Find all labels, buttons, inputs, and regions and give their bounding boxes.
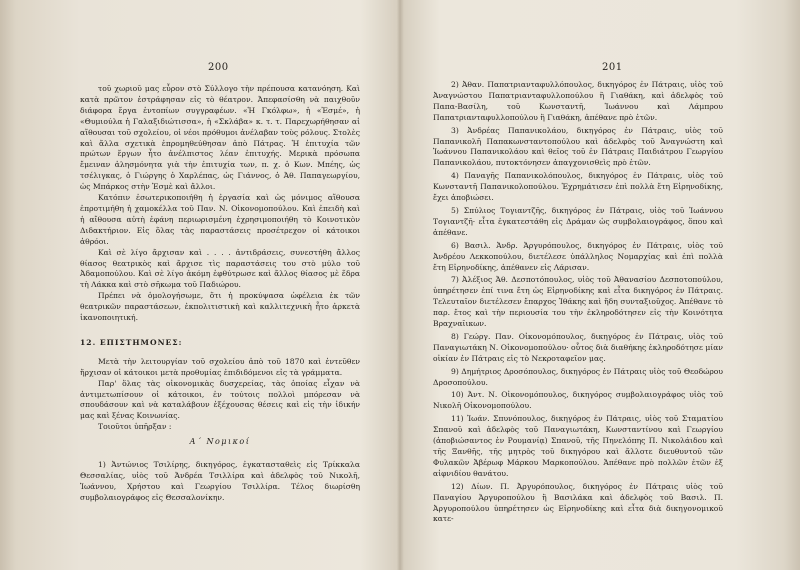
paragraph: Παρ' ὅλας τὰς οἰκονομικὰς δυσχερείας, τὰς ὁποίας εἶχαν νὰ ἀντιμετωπίσουν οἱ κάτοικοι, ἐν τούτοις πολλοὶ μπόρεσαν νὰ σπουδάσουν καὶ νὰ καταλάβουν ἐξέχουσας θέσεις καὶ εἰς τὴν ἰδικήν μας καὶ ξένας Κοινωνίας. <box>80 378 360 421</box>
paragraph: τοῦ χωριοῦ μας εὗρον στὸ Σύλλογο τὴν πρέπουσα κατανόηση. Καὶ κατὰ πρῶτον ἐστράφησαν εἰς τὸ θέατρον. Ἀπεφασίσθη νὰ παιχθοῦν διάφορα ἔργα ἐντοπίων συγγραφέων. «Ἡ Γκόλφω», ἡ «Ἐσμέ», ἡ «Θυμιούλα ἡ Γαλαξιδιώτισσα», ἡ «Σκλάβα» κ. τ. τ. Παρεχωρήθησαν αἱ αἴθουσαι τοῦ σχολείου, οἱ νέοι πρόθυμοι ἀνέλαβαν τοὺς ρόλους. Στολὲς καὶ ἄλλα σχετικὰ ἐπρομηθεύθησαν ἀπὸ Πάτρας. Ἡ ἐπιτυχία τῶν πρώτων ἔργων ἦτο ἀνέλπιστος λέαν ἐπιτυχής. Μερικὰ πρόσωπα ἔμειναν ἀλησμόνητα γιὰ τὴν ἐπιτυχία των, π. χ. ὁ Κων. Μπέης, ὡς τσέλιγκας, ὁ Γιώργης ὁ Χαρλέπας, ὡς Γιάννος, ὁ Ἀθ. Παπαγεωργίου, ὡς Μπάρκος στὴν Ἐσμὲ καὶ ἄλλοι. <box>80 84 360 192</box>
right-page-text <box>433 80 723 527</box>
list-item: 12) Δίων. Π. Ἀργυρόπουλος, δικηγόρος ἐν Πάτραις υἱὸς τοῦ Παναγίου Ἀργυροπούλου ἢ Βασιλάκα καὶ ἀδελφὸς τοῦ Βασιλ. Π. Ἀργυροπούλου ὑπηρέτησεν ὡς Εἰρηνοδίκης καὶ εἶτα διὰ δικηγονομικοῦ κατε- <box>433 481 723 524</box>
list-item: 11) Ἰωάν. Σπυνόπουλος, δικηγόρος ἐν Πάτραις, υἱὸς τοῦ Σταματίου Σπανοῦ καὶ ἀδελφὸς τοῦ Παναγιωτάκη, Κωνσταντίνου καὶ Γεωργίου (ἀποβιώσαντος ἐν Ρουμανίᾳ) Σπανοῦ, τῆς Πηνελόπης Π. Νικολάιδου καὶ τῆς Ξανθῆς, τῆς μητρὸς τοῦ δικηγόρου καὶ ἄλλοτε διευθυντοῦ τῶν Φυλακῶν Ἀβέρωφ Μάρκου Μαρκοπούλου. Ἀπέθανε πρὸ πολλῶν ἐτῶν ἐξ αἰφνιδίου θανάτου. <box>433 414 723 478</box>
list-item: 8) Γεώργ. Παν. Οἰκονομόπουλος, δικηγόρος ἐν Πάτραις, υἱὸς τοῦ Παναγιωτάκη Ν. Οἰκονομοπούλου· οὗτος διὰ διαθήκης ἐκληροδότησε μίαν οἰκίαν ἐν Πάτραις εἰς τὸ Νεκροταφεῖον μας. <box>433 331 723 363</box>
paragraph: Μετὰ τὴν λειτουργίαν τοῦ σχολείου ἀπὸ τοῦ 1870 καὶ ἐντεῦθεν ἤρχισαν οἱ κάτοικοι μετὰ προθυμίας ἐπιδιδόμενοι εἰς τὰ γράμματα. <box>80 356 360 377</box>
left-page-text <box>80 84 360 506</box>
paragraph: Πρέπει νὰ ὁμολογήσωμε, ὅτι ἡ προκύψασα ὠφέλεια ἐκ τῶν θεατρικῶν παραστάσεων, ἐκπολιτιστικὴ καὶ καλλιτεχνικὴ ἦτο ἀρκετὰ ἱκανοποιητική. <box>80 291 360 323</box>
right-page <box>400 0 800 570</box>
list-item: 1) Ἀντώνιος Τσιλίρης, δικηγόρος, ἐγκατασταθεὶς εἰς Τρίκκαλα Θεσσαλίας, υἱὸς τοῦ Ἀνδρέα Τσιλλίρα καὶ ἀδελφὸς τοῦ Νικολῆ, Ἰωάννου, Χρήστου καὶ Γεωργίου Τσιλλίρα. Τέλος διωρίσθη συμβολαιογράφος εἰς Θεσσαλονίκην. <box>80 460 360 502</box>
list-item: 9) Δημήτριος Δροσόπουλος, δικηγόρος ἐν Πάτραις υἱὸς τοῦ Θεοδώρου Δροσοπούλου. <box>433 366 723 387</box>
subheading: Α΄ Νομικοί <box>189 437 251 447</box>
list-item: 3) Ἀνδρέας Παπανικολάου, δικηγόρος ἐν Πάτραις, υἱὸς τοῦ Παπανικολῆ Παπακωνσταντοπούλου καὶ ἀδελφὸς τοῦ Ἀναγνώστη καὶ Ἰωάννου Παπανικολάου καὶ θεῖος τοῦ ἐν Πάτραις Παιδιάτρου Γεωργίου Παπανικολάου, πυτοκτόνησεν ἀπαγχονισθεὶς πρὸ ἐτῶν. <box>433 125 723 168</box>
page-number: 200 <box>208 62 229 73</box>
list-item: 7) Ἀλέξιος Ἀθ. Δεσποτόπουλος, υἱὸς τοῦ Ἀθανασίου Δεσποτοπούλου, ὑπηρέτησεν ἐπί τινα ἔτη ὡς Εἰρηνοδίκης καὶ εἶτα δικηγόρος ἐν Πάτραις. Τελευταῖον διετέλεσεν ἔπαρχος Ἰθάκης καὶ ἤδη συνταξιοῦχος. Ἀπέθανε τὸ παρ. ἔτος καὶ τὴν περιουσία του τὴν ἐκληροδότησεν εἰς τὴν Κοινότητα Βραχναῖικων. <box>433 275 723 329</box>
list-item: 10) Ἀντ. Ν. Οἰκονομόπουλος, δικηγόρος συμβολαιογράφος υἱὸς τοῦ Νικολῆ Οἰκονομοπούλου. <box>433 390 723 411</box>
page-number: 201 <box>602 62 623 73</box>
list-item: 6) Βασιλ. Ἀνδρ. Ἀργυρόπουλος, δικηγόρος ἐν Πάτραις, υἱὸς τοῦ Ἀνδρέου Λεκκοπούλου, διετέλεσε ὑπάλληλος Νομαρχίας καὶ ἐπὶ πολλὰ ἔτη Εἰρηνοδίκης, ἀπέθανεν εἰς Λάρισαν. <box>433 240 723 272</box>
list-item: 4) Παναγῆς Παπανικολόπουλος, δικηγόρος ἐν Πάτραις, υἱὸς τοῦ Κωνσταντῆ Παπανικολοπούλου. Ἐχρημάτισεν ἐπὶ πολλὰ ἔτη Εἰρηνοδίκης, ἔχει ἀποβιώσει. <box>433 171 723 203</box>
list-item: 5) Σπύλιος Τογιαντζῆς, δικηγόρος ἐν Πάτραις, υἱὸς τοῦ Ἰωάννου Τογιαντζῆ· εἶτα ἐγκατεστάθη εἰς Δράμαν ὡς συμβολαιογράφος, ὅπου καὶ ἀπέθανε. <box>433 205 723 237</box>
section-heading: 12. ΕΠΙΣΤΗΜΟΝΕΣ: <box>80 337 183 347</box>
paragraph: Τοιοῦτοι ὑπῆρξαν : <box>98 422 172 432</box>
paragraph: Καὶ σὲ λίγο ἄρχισαν καὶ . . . . ἀντιδράσεις, συνεστήθη ἄλλος θίασος θεατρικὸς καὶ ἄρχισε τὶς παραστάσεις του στὸ μύλο τοῦ Ἀδαμοπούλου. Καὶ σὲ λίγο ἀκόμη ἐφθύτρωσε καὶ ἄλλος θίασος μὲ ἕδρα τὴ Λάκκα καὶ στὸ σῆκωμα τοῦ Παδιώρου. <box>80 247 360 290</box>
paragraph: Κατόπιν ἐσωτερικοποιήθη ἡ ἐργασία καὶ ὡς μόνιμος αἴθουσα ἐπροτιμήθη ἡ χαμοκέλλα τοῦ Παν. Ν. Οἰκονομοπούλου. Καὶ ἐπειδὴ καὶ ἡ αἴθουσα αὐτὴ ἐφάνη περιωρισμένη ἐχρησιμοποιήθη τὸ Κοινοτικὸν Διδακτήριον. Εἰς ὅλας τὰς παραστάσεις προσέτρεχον οἱ κάτοικοι ἀθρόοι. <box>80 193 360 246</box>
list-item: 2) Ἀθαν. Παπατριανταφυλλόπουλος, δικηγόρος ἐν Πάτραις, υἱὸς τοῦ Ἀναγνώστου Παπατριανταφυλλοπούλου ἢ Γιαθάκη, καὶ ἀδελφὸς τοῦ Παπα-Βασίλη, τοῦ Κωνσταντῆ, Ἰωάννου καὶ Λάμπρου Παπατριανταφυλλοπούλου ἢ Γιαθάκη, ἀπέθανε πρὸ ἐτῶν. <box>433 80 723 122</box>
